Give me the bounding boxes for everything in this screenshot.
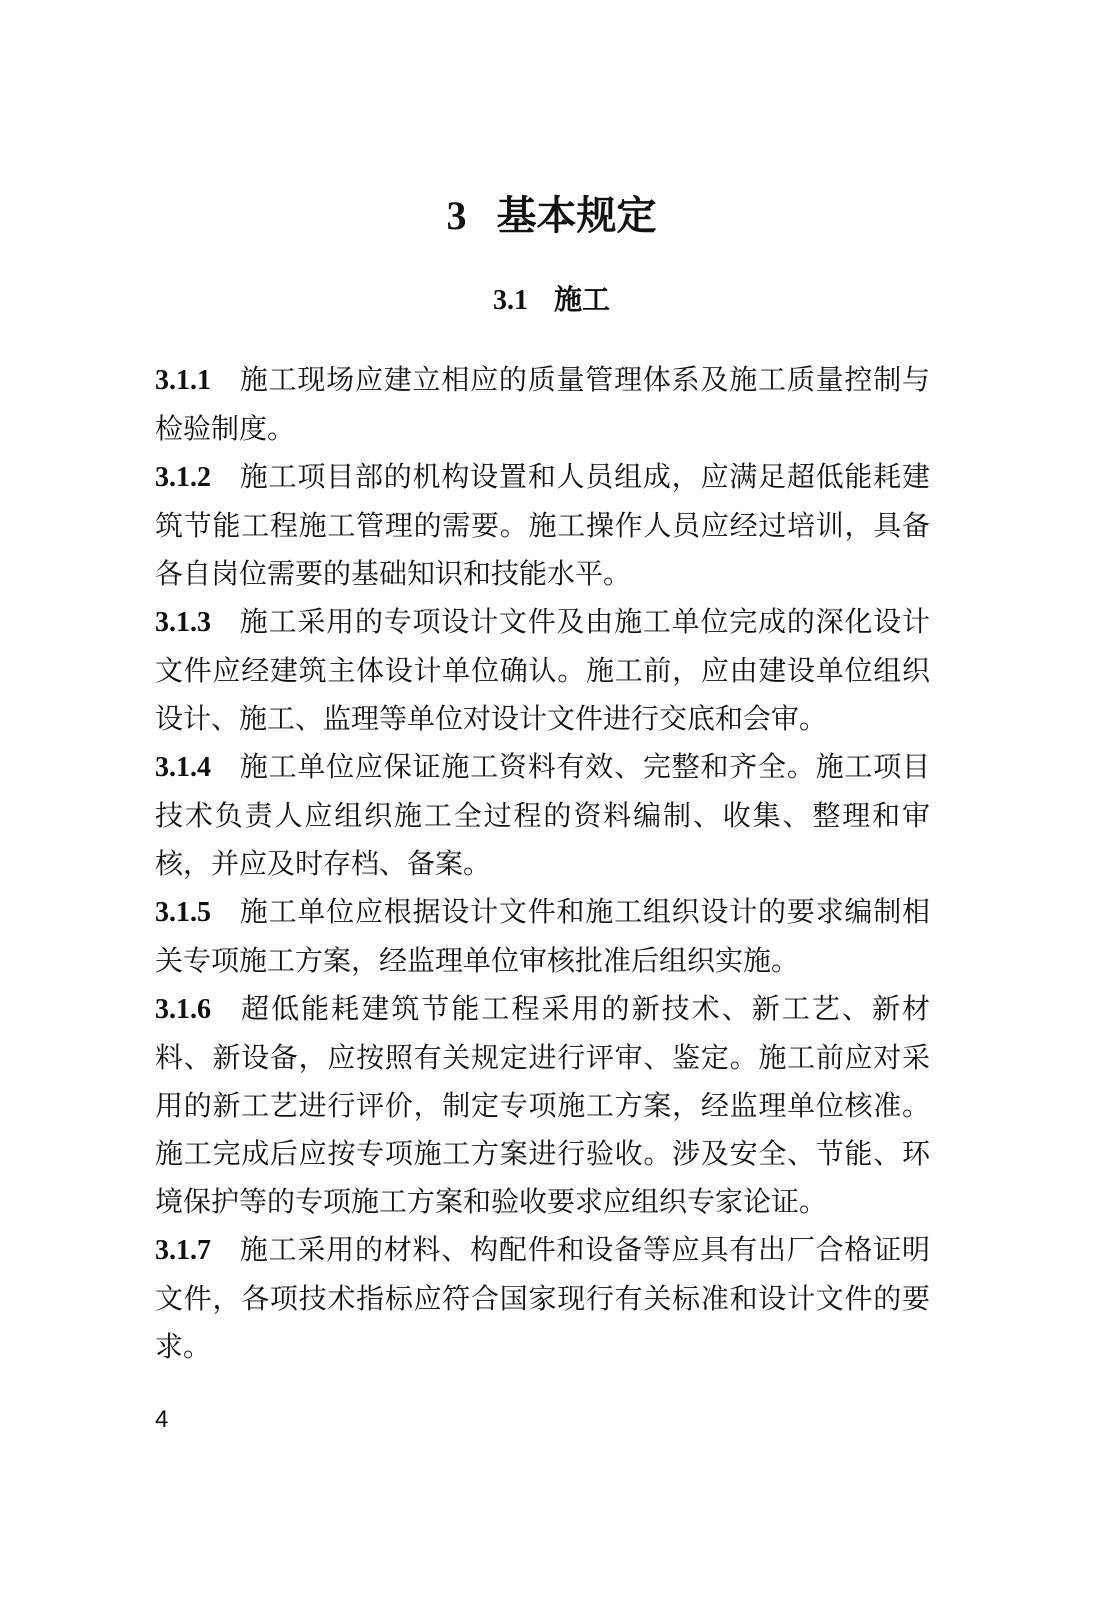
clause-3-1-3 xyxy=(155,598,930,743)
clause-text: 施工单位应保证施工资料有效、完整和齐全。施工项目技术负责人应组织施工全过程的资料编制、收集、整理和审核，并应及时存档、备案。 xyxy=(155,750,930,880)
clause-number: 3.1.3 xyxy=(155,607,211,638)
clause-number: 3.1.4 xyxy=(155,752,211,783)
clause-number: 3.1.2 xyxy=(155,462,211,493)
clause-text: 施工单位应根据设计文件和施工组织设计的要求编制相关专项施工方案，经监理单位审核批准后组织实施。 xyxy=(155,895,930,977)
clause-3-1-2 xyxy=(155,453,930,598)
chapter-number: 3 xyxy=(446,193,467,238)
clause-text: 施工项目部的机构设置和人员组成，应满足超低能耗建筑节能工程施工管理的需要。施工操作人员应经过培训，具备各自岗位需要的基础知识和技能水平。 xyxy=(155,460,930,590)
page-number: 4 xyxy=(155,1406,169,1433)
clause-number: 3.1.1 xyxy=(155,365,211,396)
clause-3-1-6 xyxy=(155,985,930,1226)
clause-text: 施工采用的材料、构配件和设备等应具有出厂合格证明文件，各项技术指标应符合国家现行有关标准和设计文件的要求。 xyxy=(155,1233,930,1363)
chapter-title-text: 基本规定 xyxy=(496,192,657,239)
clause-3-1-1 xyxy=(155,356,930,453)
chapter-title xyxy=(0,188,1103,244)
document-body xyxy=(155,356,930,1371)
clause-3-1-7 xyxy=(155,1226,930,1371)
clause-3-1-4 xyxy=(155,743,930,888)
section-title-text: 施工 xyxy=(553,283,610,316)
section-number: 3.1 xyxy=(492,285,528,316)
clause-3-1-5 xyxy=(155,888,930,985)
clause-number: 3.1.7 xyxy=(155,1235,211,1266)
section-title xyxy=(0,280,1103,321)
clause-number: 3.1.6 xyxy=(155,994,211,1025)
clause-number: 3.1.5 xyxy=(155,897,211,928)
clause-text: 施工采用的专项设计文件及由施工单位完成的深化设计文件应经建筑主体设计单位确认。施工前，应由建设单位组织设计、施工、监理等单位对设计文件进行交底和会审。 xyxy=(155,605,930,735)
clause-text: 施工现场应建立相应的质量管理体系及施工质量控制与检验制度。 xyxy=(155,363,930,445)
clause-text: 超低能耗建筑节能工程采用的新技术、新工艺、新材料、新设备，应按照有关规定进行评审、鉴定。施工前应对采用的新工艺进行评价，制定专项施工方案，经监理单位核准。施工完成后应按专项施工方案进行验收。涉及安全、节能、环境保护等的专项施工方案和验收要求应组织专家论证。 xyxy=(155,992,930,1218)
